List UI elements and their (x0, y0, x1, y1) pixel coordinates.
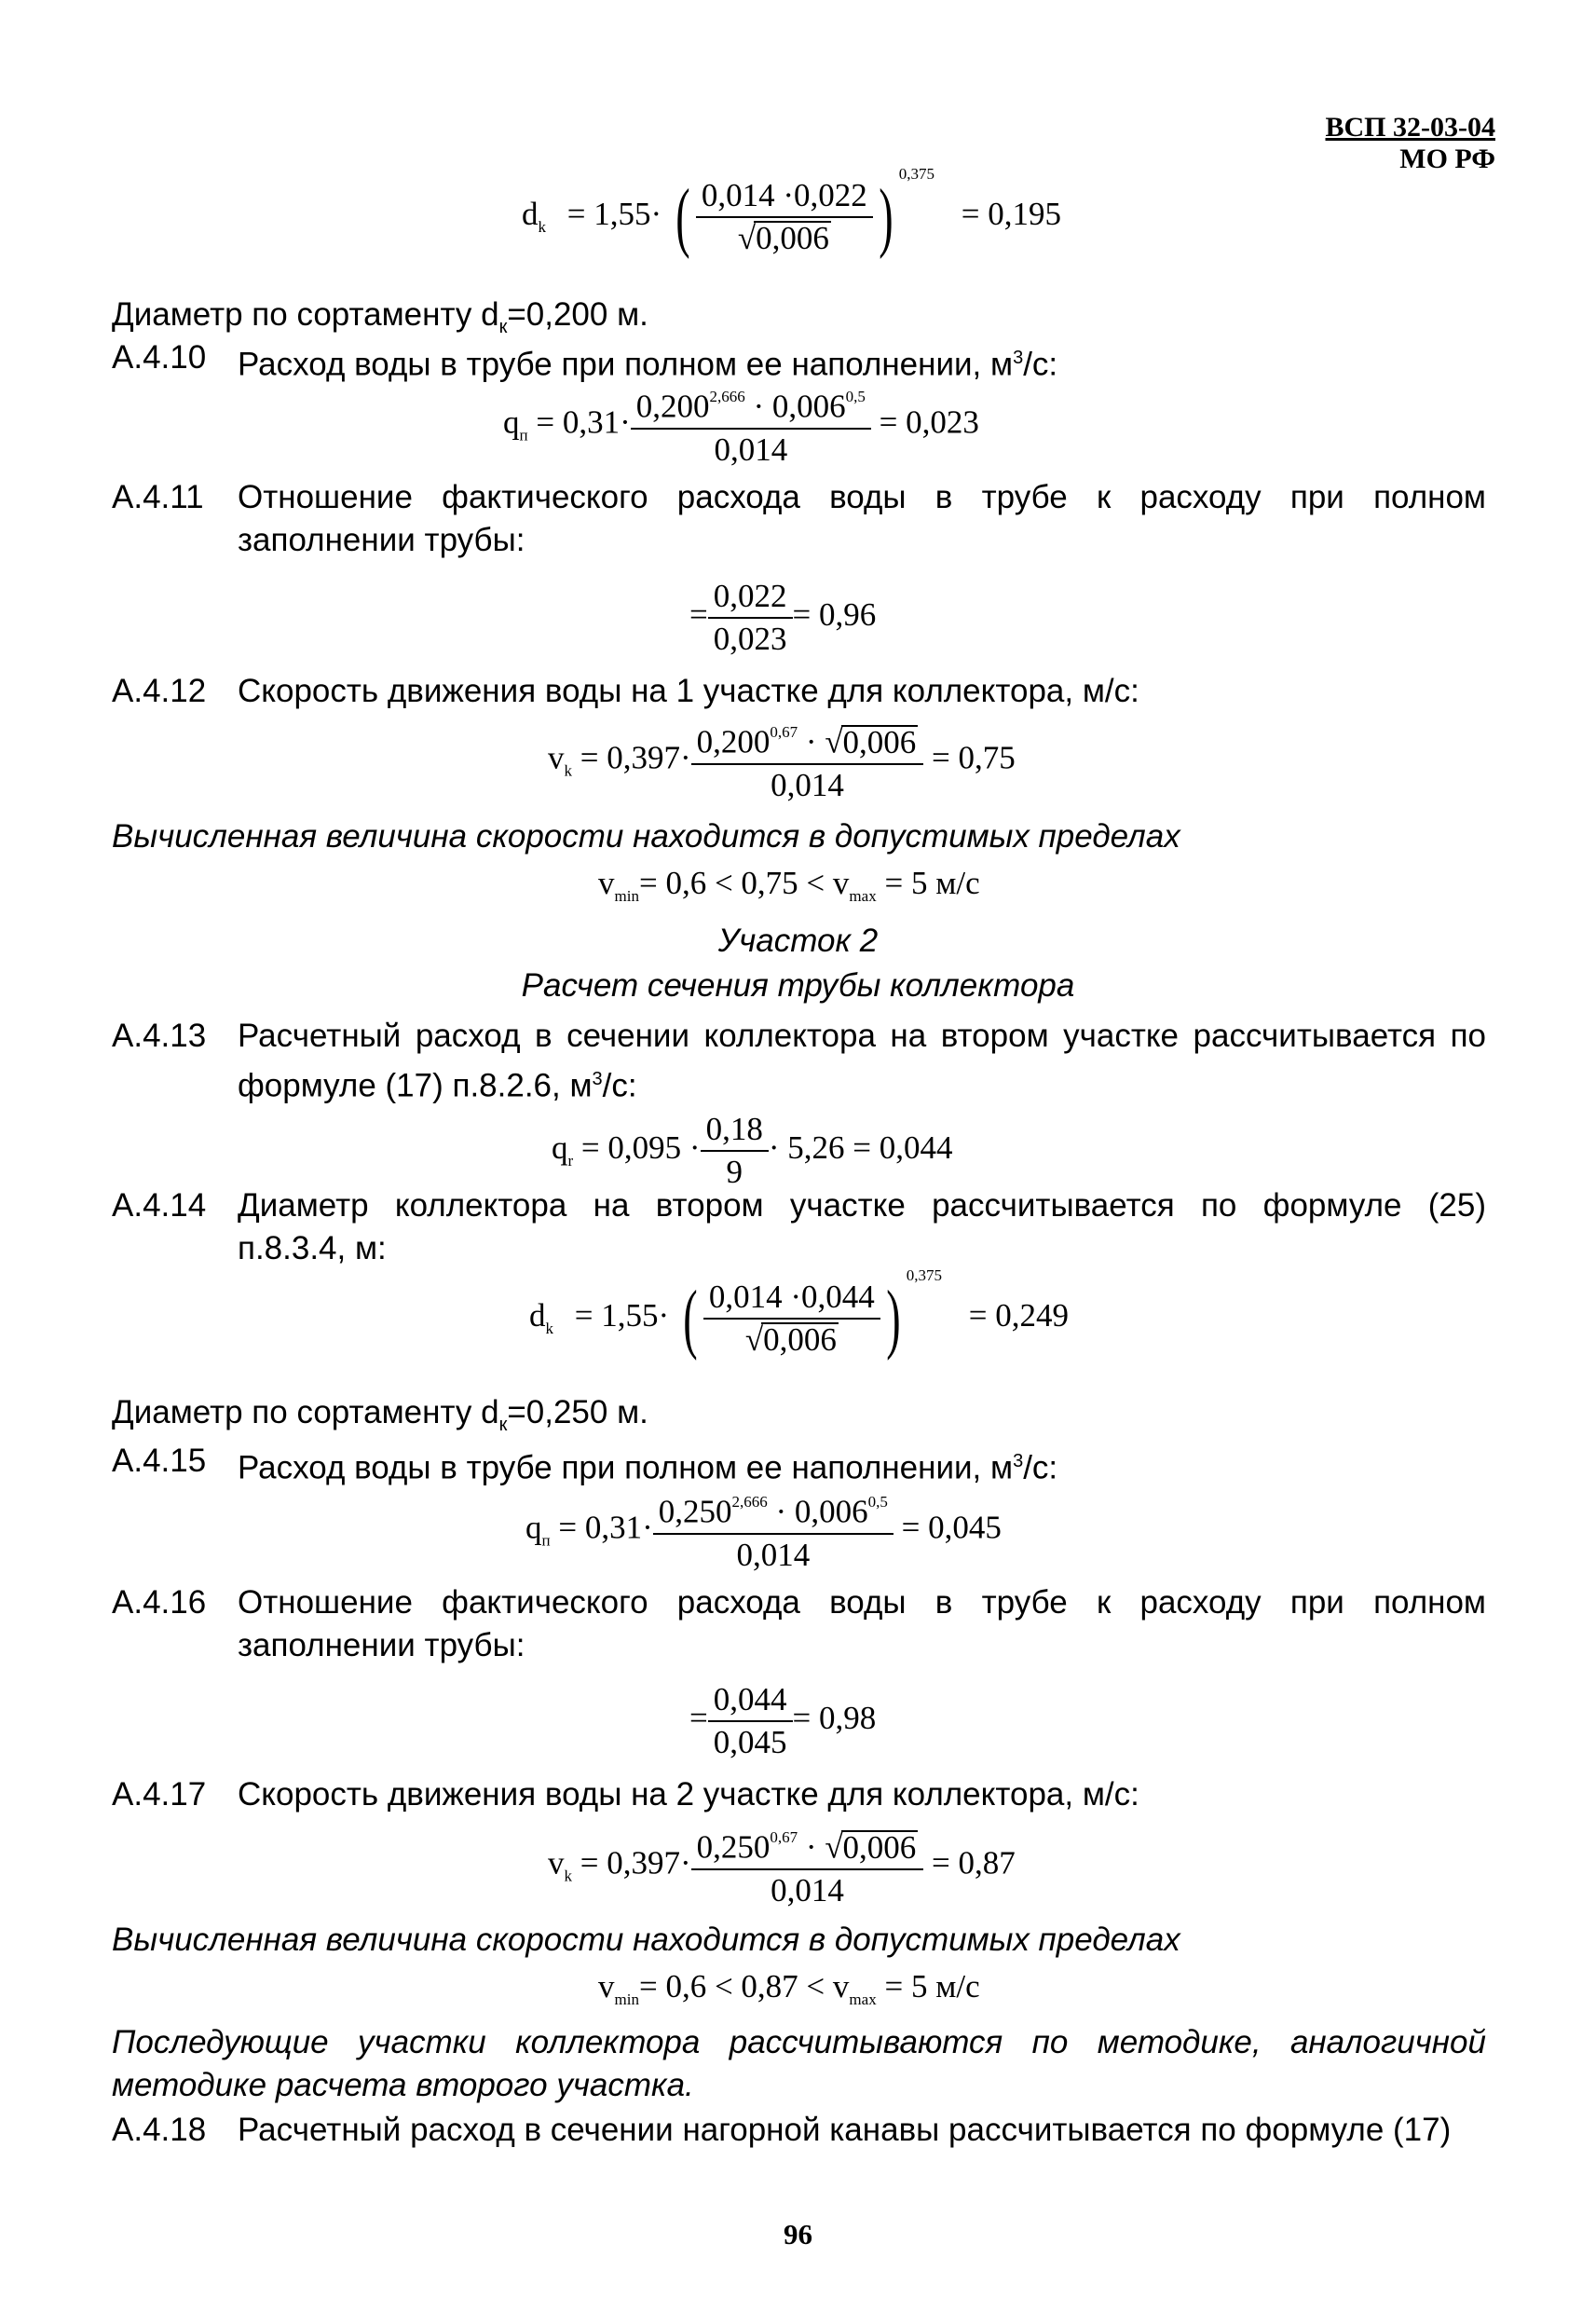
formula-text: = 0,6 < 0,75 < v (638, 865, 850, 901)
formula-fraction (631, 382, 871, 469)
formula-fraction (691, 718, 924, 804)
fraction-numerator (631, 382, 871, 430)
value: 0,250 (658, 1493, 732, 1530)
subscript: к (498, 317, 508, 337)
text: Диаметр по сортаменту d (112, 296, 499, 333)
superscript: 3 (592, 1069, 603, 1089)
formula-qr (552, 1111, 952, 1191)
superscript: 3 (1013, 1451, 1024, 1471)
fraction-denominator: 0,014 (771, 766, 844, 803)
formula-coef: = 0,397· (580, 739, 691, 776)
formula-symbol: v (548, 739, 565, 776)
clause-number: А.4.15 (112, 1443, 207, 1479)
sqrt-arg: 0,006 (842, 723, 917, 760)
formula-result: = 0,75 (932, 739, 1016, 776)
clause-number: А.4.18 (112, 2112, 207, 2148)
formula-dk-2 (529, 1266, 1070, 1361)
clause-text-line2: п.8.3.4, м: (238, 1230, 387, 1266)
formula-text: = 5 м/с (876, 865, 980, 901)
formula-vk-1 (548, 718, 1016, 804)
formula-dk-1 (522, 165, 1062, 260)
formula-fraction (703, 1279, 880, 1359)
formula-symbol: d (529, 1297, 546, 1334)
formula-symbol: q (503, 404, 520, 441)
clause-text: Скорость движения воды на 2 участке для коллектора, м/с: (238, 1776, 1139, 1813)
clause-text-line1: Диаметр коллектора на втором участке рассчитывается по формуле (25) (238, 1187, 1486, 1224)
clause-text (238, 337, 1057, 386)
value: · 0,006 (744, 388, 846, 425)
fraction-numerator: 0,014 ·0,044 (703, 1279, 880, 1320)
formula-coef: = 1,55· (566, 196, 662, 233)
italic-note-3-line1: Последующие участки коллектора рассчитываются по методике, аналогичной (112, 2024, 1486, 2060)
formula-result: = 0,87 (932, 1844, 1016, 1881)
clause-text-line1: Отношение фактического расхода воды в трубе к расходу при полном (238, 479, 1486, 515)
subscript: к (498, 1415, 508, 1435)
value: 0,200 (696, 723, 771, 760)
left-paren: ( (683, 1275, 698, 1361)
text: /с: (1023, 346, 1058, 383)
formula-subscript: п (519, 426, 528, 445)
value: 0,250 (696, 1828, 771, 1866)
clause-text-line1: Расчетный расход в сечении коллектора на втором участке рассчитывается по (238, 1018, 1486, 1054)
italic-note-2: Вычисленная величина скорости находится в допустимых пределах (112, 1922, 1180, 1958)
formula-subscript: k (564, 1867, 572, 1885)
exponent: 0,5 (867, 1493, 888, 1511)
value: 0,200 (635, 388, 710, 425)
text: /с: (602, 1067, 637, 1104)
formula-subscript: k (538, 218, 546, 237)
fraction-numerator: 0,044 (708, 1681, 793, 1722)
formula-subscript: max (849, 887, 877, 905)
text: =0,200 м. (507, 296, 648, 333)
superscript: 3 (1013, 348, 1024, 368)
formula-subscript: min (614, 1991, 639, 2008)
clause-number: А.4.17 (112, 1776, 207, 1813)
formula-symbol: v (548, 1844, 565, 1881)
clause-text: Скорость движения воды на 1 участке для коллектора, м/с: (238, 673, 1139, 709)
formula-coef: = 0,31· (536, 404, 631, 441)
formula-limits-2 (598, 1968, 980, 2018)
clause-text: Расчетный расход в сечении нагорной канавы рассчитывается по формуле (17) (238, 2112, 1452, 2148)
exponent: 2,666 (731, 1493, 768, 1511)
doc-org: МО РФ (1399, 144, 1495, 174)
fraction-numerator: 0,022 (708, 578, 793, 619)
right-paren: ) (879, 173, 893, 260)
sqrt-arg: 0,006 (756, 220, 829, 256)
section-title: Участок 2 (717, 923, 879, 959)
value: · 0,006 (767, 1493, 868, 1530)
formula-exponent: 0,375 (906, 1266, 943, 1285)
clause-text (238, 1441, 1057, 1489)
formula-subscript: k (564, 761, 572, 780)
fraction-denominator: 0,014 (714, 431, 788, 468)
formula-fraction (708, 1681, 793, 1761)
value: · (798, 1828, 825, 1866)
fraction-denominator: √0,006 (744, 1321, 837, 1358)
formula-subscript: r (567, 1152, 574, 1170)
exponent: 0,67 (770, 1828, 798, 1846)
italic-note-3-line2: методике расчета второго участка. (112, 2067, 694, 2103)
formula-result: = 0,045 (901, 1509, 1002, 1546)
fraction-denominator: √0,006 (737, 220, 829, 256)
formula-symbol: v (598, 1968, 615, 2004)
equals: = (689, 1700, 708, 1737)
formula-subscript: min (614, 887, 639, 905)
formula-fraction (701, 1111, 769, 1191)
fraction-denominator: 0,023 (713, 621, 787, 657)
formula-coef: = 0,095 · (580, 1129, 701, 1167)
clause-text-line1: Отношение фактического расхода воды в трубе к расходу при полном (238, 1584, 1486, 1621)
clause-text-line2: заполнении трубы: (238, 522, 525, 558)
formula-symbol: v (598, 865, 615, 901)
formula-exponent: 0,375 (898, 165, 935, 184)
formula-result: = 0,195 (961, 196, 1062, 233)
formula-ratio-1 (689, 578, 876, 658)
formula-fraction (708, 578, 793, 658)
document-header (1326, 112, 1496, 175)
page-number: 96 (784, 2218, 812, 2250)
fraction-denominator: 0,045 (713, 1724, 787, 1760)
formula-symbol: q (552, 1129, 568, 1167)
clause-text-line2: заполнении трубы: (238, 1627, 525, 1663)
formula-limits-1 (598, 865, 980, 915)
right-paren: ) (886, 1275, 901, 1361)
text: Расход воды в трубе при полном ее наполнении, м (238, 346, 1014, 383)
sqrt-arg: 0,006 (842, 1828, 917, 1866)
exponent: 0,5 (845, 388, 866, 405)
text: =0,250 м. (507, 1394, 648, 1430)
clause-number: А.4.10 (112, 339, 207, 376)
clause-number: А.4.12 (112, 673, 207, 709)
formula-coef: = 1,55· (574, 1297, 670, 1334)
formula-fraction (653, 1487, 893, 1574)
clause-number: А.4.13 (112, 1018, 207, 1054)
fraction-numerator: $0,250^{0,67} \cdot √0,006$ (691, 1823, 924, 1870)
formula-subscript: п (541, 1531, 551, 1550)
formula-vk-2 (548, 1823, 1016, 1909)
italic-note-1: Вычисленная величина скорости находится в допустимых пределах (112, 818, 1180, 855)
section-subtitle: Расчет сечения трубы коллектора (521, 967, 1075, 1004)
formula-ratio-2 (689, 1681, 876, 1761)
clause-number: А.4.11 (112, 479, 204, 515)
sqrt-arg: 0,006 (763, 1321, 837, 1358)
diameter-text-2 (112, 1392, 648, 1445)
equals: = (689, 596, 708, 634)
doc-code: ВСП 32-03-04 (1325, 112, 1495, 143)
text: /с: (1023, 1449, 1058, 1486)
formula-symbol: d (522, 196, 539, 233)
fraction-denominator: 0,014 (771, 1871, 844, 1908)
formula-text: = 5 м/с (876, 1968, 980, 2004)
fraction-denominator: 0,014 (736, 1536, 811, 1573)
clause-text-line2 (238, 1059, 637, 1107)
formula-result: = 0,249 (968, 1297, 1070, 1334)
exponent: 2,666 (709, 388, 745, 405)
formula-subscript: max (849, 1991, 877, 2008)
fraction-numerator: $0,200^{0,67} \cdot √0,006$ (691, 718, 924, 765)
text: формуле (17) п.8.2.6, м (238, 1067, 593, 1104)
formula-result: = 0,023 (879, 404, 979, 441)
formula-coef: = 0,397· (580, 1844, 691, 1881)
formula-result: = 0,98 (792, 1700, 877, 1737)
fraction-numerator: 0,18 (701, 1111, 769, 1152)
exponent: 0,67 (770, 723, 798, 741)
clause-number: А.4.16 (112, 1584, 207, 1621)
formula-qn-2 (525, 1487, 1002, 1574)
left-paren: ( (675, 173, 690, 260)
formula-coef: = 0,31· (558, 1509, 653, 1546)
formula-symbol: q (525, 1509, 542, 1546)
fraction-numerator (653, 1487, 893, 1535)
formula-fraction (691, 1823, 924, 1909)
formula-fraction (696, 177, 873, 257)
fraction-numerator: 0,014 ·0,022 (696, 177, 873, 218)
formula-qn-1 (503, 382, 979, 469)
text: Расход воды в трубе при полном ее наполнении, м (238, 1449, 1014, 1486)
fraction-denominator: 9 (726, 1154, 743, 1190)
clause-number: А.4.14 (112, 1187, 207, 1224)
text: Диаметр по сортаменту d (112, 1394, 499, 1430)
value: · (798, 723, 825, 760)
formula-result: · 5,26 = 0,044 (768, 1129, 953, 1167)
formula-result: = 0,96 (792, 596, 877, 634)
formula-subscript: k (545, 1320, 553, 1338)
formula-text: = 0,6 < 0,87 < v (638, 1968, 850, 2004)
